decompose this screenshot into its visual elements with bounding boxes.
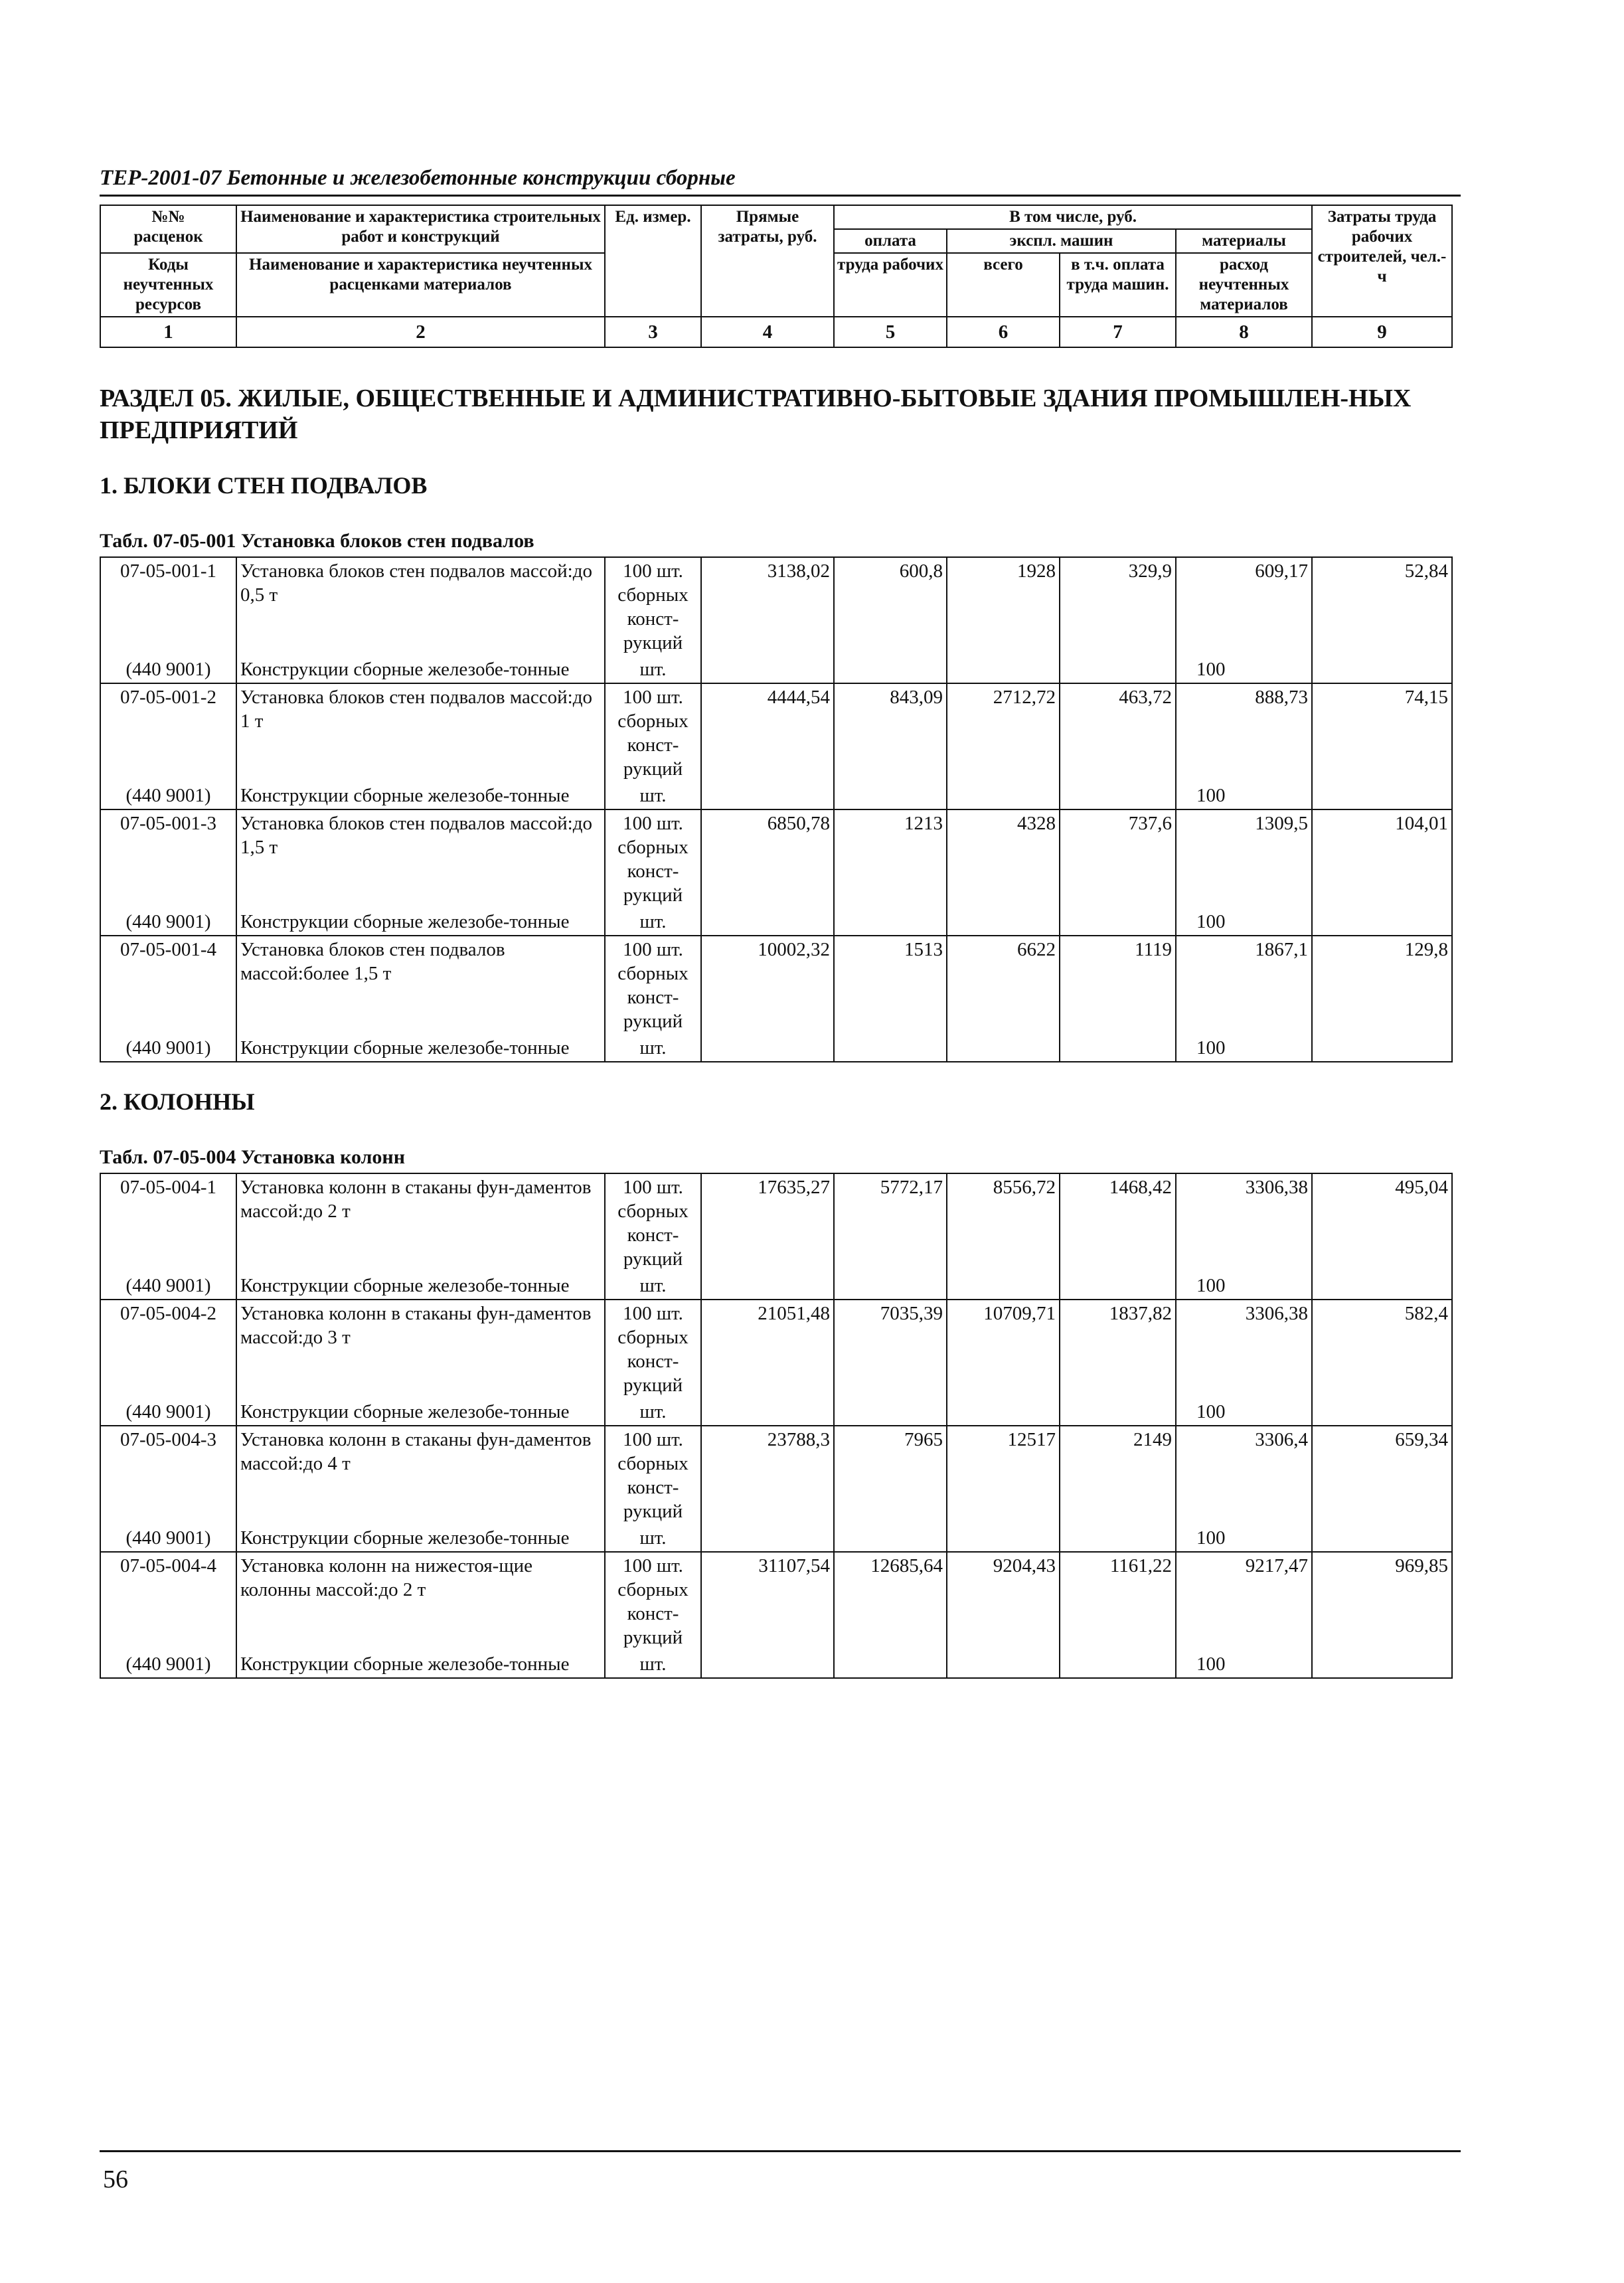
empty-cell [834,1651,947,1678]
labor-hours: 129,8 [1312,936,1452,1035]
resource-code: (440 9001) [100,782,236,809]
labor-pay: 1213 [834,809,947,908]
labor-pay: 7035,39 [834,1300,947,1398]
resource-row [100,1272,1452,1300]
labor-pay: 1513 [834,936,947,1035]
machines-total: 1928 [947,557,1060,656]
empty-cell [947,656,1060,683]
table-row [100,936,1452,1035]
empty-cell [947,782,1060,809]
labor-pay: 12685,64 [834,1552,947,1651]
col-number: 6 [947,317,1060,347]
resource-quantity: 100 [1176,656,1312,683]
machines-total: 6622 [947,936,1060,1035]
resource-code: (440 9001) [100,908,236,936]
col-number: 9 [1312,317,1452,347]
direct-costs: 21051,48 [701,1300,834,1398]
materials: 1309,5 [1176,809,1312,908]
rate-code: 07-05-004-3 [100,1426,236,1525]
machine-labor-pay: 1161,22 [1060,1552,1176,1651]
resource-row [100,1651,1452,1678]
resource-row [100,1525,1452,1552]
resource-row [100,908,1452,936]
work-name: Установка блоков стен подвалов массой:до 1 т [236,683,605,782]
direct-costs: 3138,02 [701,557,834,656]
empty-cell [701,1272,834,1300]
col-number: 3 [605,317,701,347]
empty-cell [834,1525,947,1552]
empty-cell [1312,1525,1452,1552]
empty-cell [1060,782,1176,809]
empty-cell [834,656,947,683]
labor-hours: 104,01 [1312,809,1452,908]
machines-total: 2712,72 [947,683,1060,782]
col9-header: Затраты труда рабочих строителей, чел.-ч [1312,205,1452,317]
rate-code: 07-05-004-2 [100,1300,236,1398]
machine-labor-pay: 329,9 [1060,557,1176,656]
machine-labor-pay: 1119 [1060,936,1176,1035]
materials: 3306,38 [1176,1173,1312,1272]
labor-hours: 495,04 [1312,1173,1452,1272]
resource-code: (440 9001) [100,1398,236,1426]
col-number: 8 [1176,317,1312,347]
resource-codes-header: Коды неучтенных ресурсов [100,253,236,317]
empty-cell [1060,1525,1176,1552]
empty-cell [947,1525,1060,1552]
section-title: РАЗДЕЛ 05. ЖИЛЫЕ, ОБЩЕСТВЕННЫЕ И АДМИНИСТРАТИВНО-БЫТОВЫЕ ЗДАНИЯ ПРОМЫШЛЕН-НЫХ ПРЕДПРИЯТИЙ [100,384,1412,444]
machine-labor-pay: 1837,82 [1060,1300,1176,1398]
work-name: Установка колонн в стаканы фун-даментов массой:до 2 т [236,1173,605,1272]
machines-total: 9204,43 [947,1552,1060,1651]
labor-pay: 600,8 [834,557,947,656]
empty-cell [834,1272,947,1300]
empty-cell [1060,656,1176,683]
resource-name: Конструкции сборные железобе-тонные [236,1035,605,1062]
labor-hours: 969,85 [1312,1552,1452,1651]
subsection-title: 1. БЛОКИ СТЕН ПОДВАЛОВ [100,472,428,499]
table-row [100,1552,1452,1651]
resource-row [100,1035,1452,1062]
empty-cell [947,1398,1060,1426]
including-header: В том числе, руб. [834,205,1312,229]
empty-cell [1312,656,1452,683]
empty-cell [947,1651,1060,1678]
direct-costs: 4444,54 [701,683,834,782]
table-title: Табл. 07-05-004 Установка колонн [100,1146,405,1168]
empty-cell [1060,908,1176,936]
empty-cell [701,1525,834,1552]
col-number: 2 [236,317,605,347]
resource-name: Конструкции сборные железобе-тонные [236,1272,605,1300]
machines-total: 8556,72 [947,1173,1060,1272]
table-row [100,809,1452,908]
materials: 609,17 [1176,557,1312,656]
unit: 100 шт. сборных конст-рукций [605,936,701,1035]
empty-cell [701,1651,834,1678]
machines-total: 4328 [947,809,1060,908]
resource-quantity: 100 [1176,1398,1312,1426]
empty-cell [1312,782,1452,809]
col-number: 1 [100,317,236,347]
col2-header: Наименование и характеристика строительных работ и конструкций [236,205,605,253]
direct-costs: 23788,3 [701,1426,834,1525]
table-row [100,1173,1452,1272]
labor-hours: 582,4 [1312,1300,1452,1398]
col-number: 7 [1060,317,1176,347]
machine-labor-pay: 1468,42 [1060,1173,1176,1272]
machines-total: 12517 [947,1426,1060,1525]
rate-code: 07-05-001-1 [100,557,236,656]
empty-cell [947,908,1060,936]
rate-code: 07-05-001-3 [100,809,236,908]
page-number: 56 [103,2165,128,2193]
col7-header: в т.ч. оплата труда машин. [1060,253,1176,317]
resource-unit: шт. [605,1035,701,1062]
running-header: ТЕР-2001-07 Бетонные и железобетонные конструкции сборные [100,166,1461,197]
rate-code: 07-05-001-2 [100,683,236,782]
machines-header: экспл. машин [947,229,1176,253]
direct-costs: 31107,54 [701,1552,834,1651]
unit: 100 шт. сборных конст-рукций [605,1552,701,1651]
resource-row [100,1398,1452,1426]
resource-code: (440 9001) [100,1272,236,1300]
rate-code: 07-05-001-4 [100,936,236,1035]
unit: 100 шт. сборных конст-рукций [605,1173,701,1272]
col1-header: №№ расценок [100,205,236,253]
table-title: Табл. 07-05-001 Установка блоков стен подвалов [100,530,534,552]
resource-name: Конструкции сборные железобе-тонные [236,1525,605,1552]
empty-cell [834,782,947,809]
col5-header-top: оплата [834,229,947,253]
col-number: 4 [701,317,834,347]
resource-code: (440 9001) [100,1525,236,1552]
rate-code: 07-05-004-4 [100,1552,236,1651]
labor-pay: 7965 [834,1426,947,1525]
resource-name: Конструкции сборные железобе-тонные [236,1398,605,1426]
footer-rule [100,2150,1461,2152]
resource-quantity: 100 [1176,1035,1312,1062]
table-row [100,683,1452,782]
labor-hours: 659,34 [1312,1426,1452,1525]
unit: 100 шт. сборных конст-рукций [605,809,701,908]
resource-quantity: 100 [1176,908,1312,936]
col6-header: всего [947,253,1060,317]
empty-cell [701,1398,834,1426]
empty-cell [1060,1272,1176,1300]
table-row [100,557,1452,656]
labor-hours: 52,84 [1312,557,1452,656]
subsection-title: 2. КОЛОННЫ [100,1088,255,1115]
resource-quantity: 100 [1176,1651,1312,1678]
resource-name: Конструкции сборные железобе-тонные [236,656,605,683]
unit: 100 шт. сборных конст-рукций [605,1300,701,1398]
machine-labor-pay: 463,72 [1060,683,1176,782]
empty-cell [1312,908,1452,936]
resource-unit: шт. [605,1272,701,1300]
resource-unit: шт. [605,1651,701,1678]
resource-code: (440 9001) [100,656,236,683]
document-page [100,166,1461,1679]
machine-labor-pay: 2149 [1060,1426,1176,1525]
resource-unit: шт. [605,1398,701,1426]
rates-table-basement-blocks [100,556,1453,1062]
empty-cell [1312,1272,1452,1300]
empty-cell [701,656,834,683]
empty-cell [1060,1035,1176,1062]
empty-cell [1312,1398,1452,1426]
resource-unit: шт. [605,908,701,936]
resource-quantity: 100 [1176,782,1312,809]
direct-costs: 17635,27 [701,1173,834,1272]
resource-row [100,656,1452,683]
table-row [100,1300,1452,1398]
materials: 3306,4 [1176,1426,1312,1525]
machines-total: 10709,71 [947,1300,1060,1398]
materials: 3306,38 [1176,1300,1312,1398]
col3-header: Ед. измер. [605,205,701,317]
resource-unit: шт. [605,1525,701,1552]
col5-header: труда рабочих [834,253,947,317]
work-name: Установка блоков стен подвалов массой:до 1,5 т [236,809,605,908]
table-row [100,1426,1452,1525]
machine-labor-pay: 737,6 [1060,809,1176,908]
materials: 1867,1 [1176,936,1312,1035]
col2b-header: Наименование и характеристика неучтенных расценками материалов [236,253,605,317]
materials: 888,73 [1176,683,1312,782]
resource-name: Конструкции сборные железобе-тонные [236,908,605,936]
empty-cell [701,908,834,936]
materials-header: материалы [1176,229,1312,253]
labor-pay: 5772,17 [834,1173,947,1272]
unit: 100 шт. сборных конст-рукций [605,683,701,782]
work-name: Установка колонн в стаканы фун-даментов массой:до 3 т [236,1300,605,1398]
resource-name: Конструкции сборные железобе-тонные [236,1651,605,1678]
resource-name: Конструкции сборные железобе-тонные [236,782,605,809]
work-name: Установка блоков стен подвалов массой:более 1,5 т [236,936,605,1035]
empty-cell [701,1035,834,1062]
empty-cell [1060,1398,1176,1426]
empty-cell [834,908,947,936]
direct-costs: 6850,78 [701,809,834,908]
empty-cell [834,1035,947,1062]
empty-cell [1312,1035,1452,1062]
direct-costs: 10002,32 [701,936,834,1035]
resource-quantity: 100 [1176,1272,1312,1300]
col4-header: Прямые затраты, руб. [701,205,834,317]
rate-code: 07-05-004-1 [100,1173,236,1272]
work-name: Установка колонн в стаканы фун-даментов массой:до 4 т [236,1426,605,1525]
rates-table-columns [100,1173,1453,1679]
work-name: Установка блоков стен подвалов массой:до 0,5 т [236,557,605,656]
col8-header: расход неучтенных материалов [1176,253,1312,317]
column-header-table [100,205,1453,348]
empty-cell [947,1035,1060,1062]
empty-cell [1312,1651,1452,1678]
unit: 100 шт. сборных конст-рукций [605,557,701,656]
materials: 9217,47 [1176,1552,1312,1651]
resource-quantity: 100 [1176,1525,1312,1552]
resource-code: (440 9001) [100,1651,236,1678]
labor-hours: 74,15 [1312,683,1452,782]
labor-pay: 843,09 [834,683,947,782]
resource-unit: шт. [605,782,701,809]
empty-cell [1060,1651,1176,1678]
empty-cell [701,782,834,809]
empty-cell [834,1398,947,1426]
work-name: Установка колонн на нижестоя-щие колонны массой:до 2 т [236,1552,605,1651]
resource-code: (440 9001) [100,1035,236,1062]
col-number: 5 [834,317,947,347]
resource-unit: шт. [605,656,701,683]
unit: 100 шт. сборных конст-рукций [605,1426,701,1525]
empty-cell [947,1272,1060,1300]
resource-row [100,782,1452,809]
